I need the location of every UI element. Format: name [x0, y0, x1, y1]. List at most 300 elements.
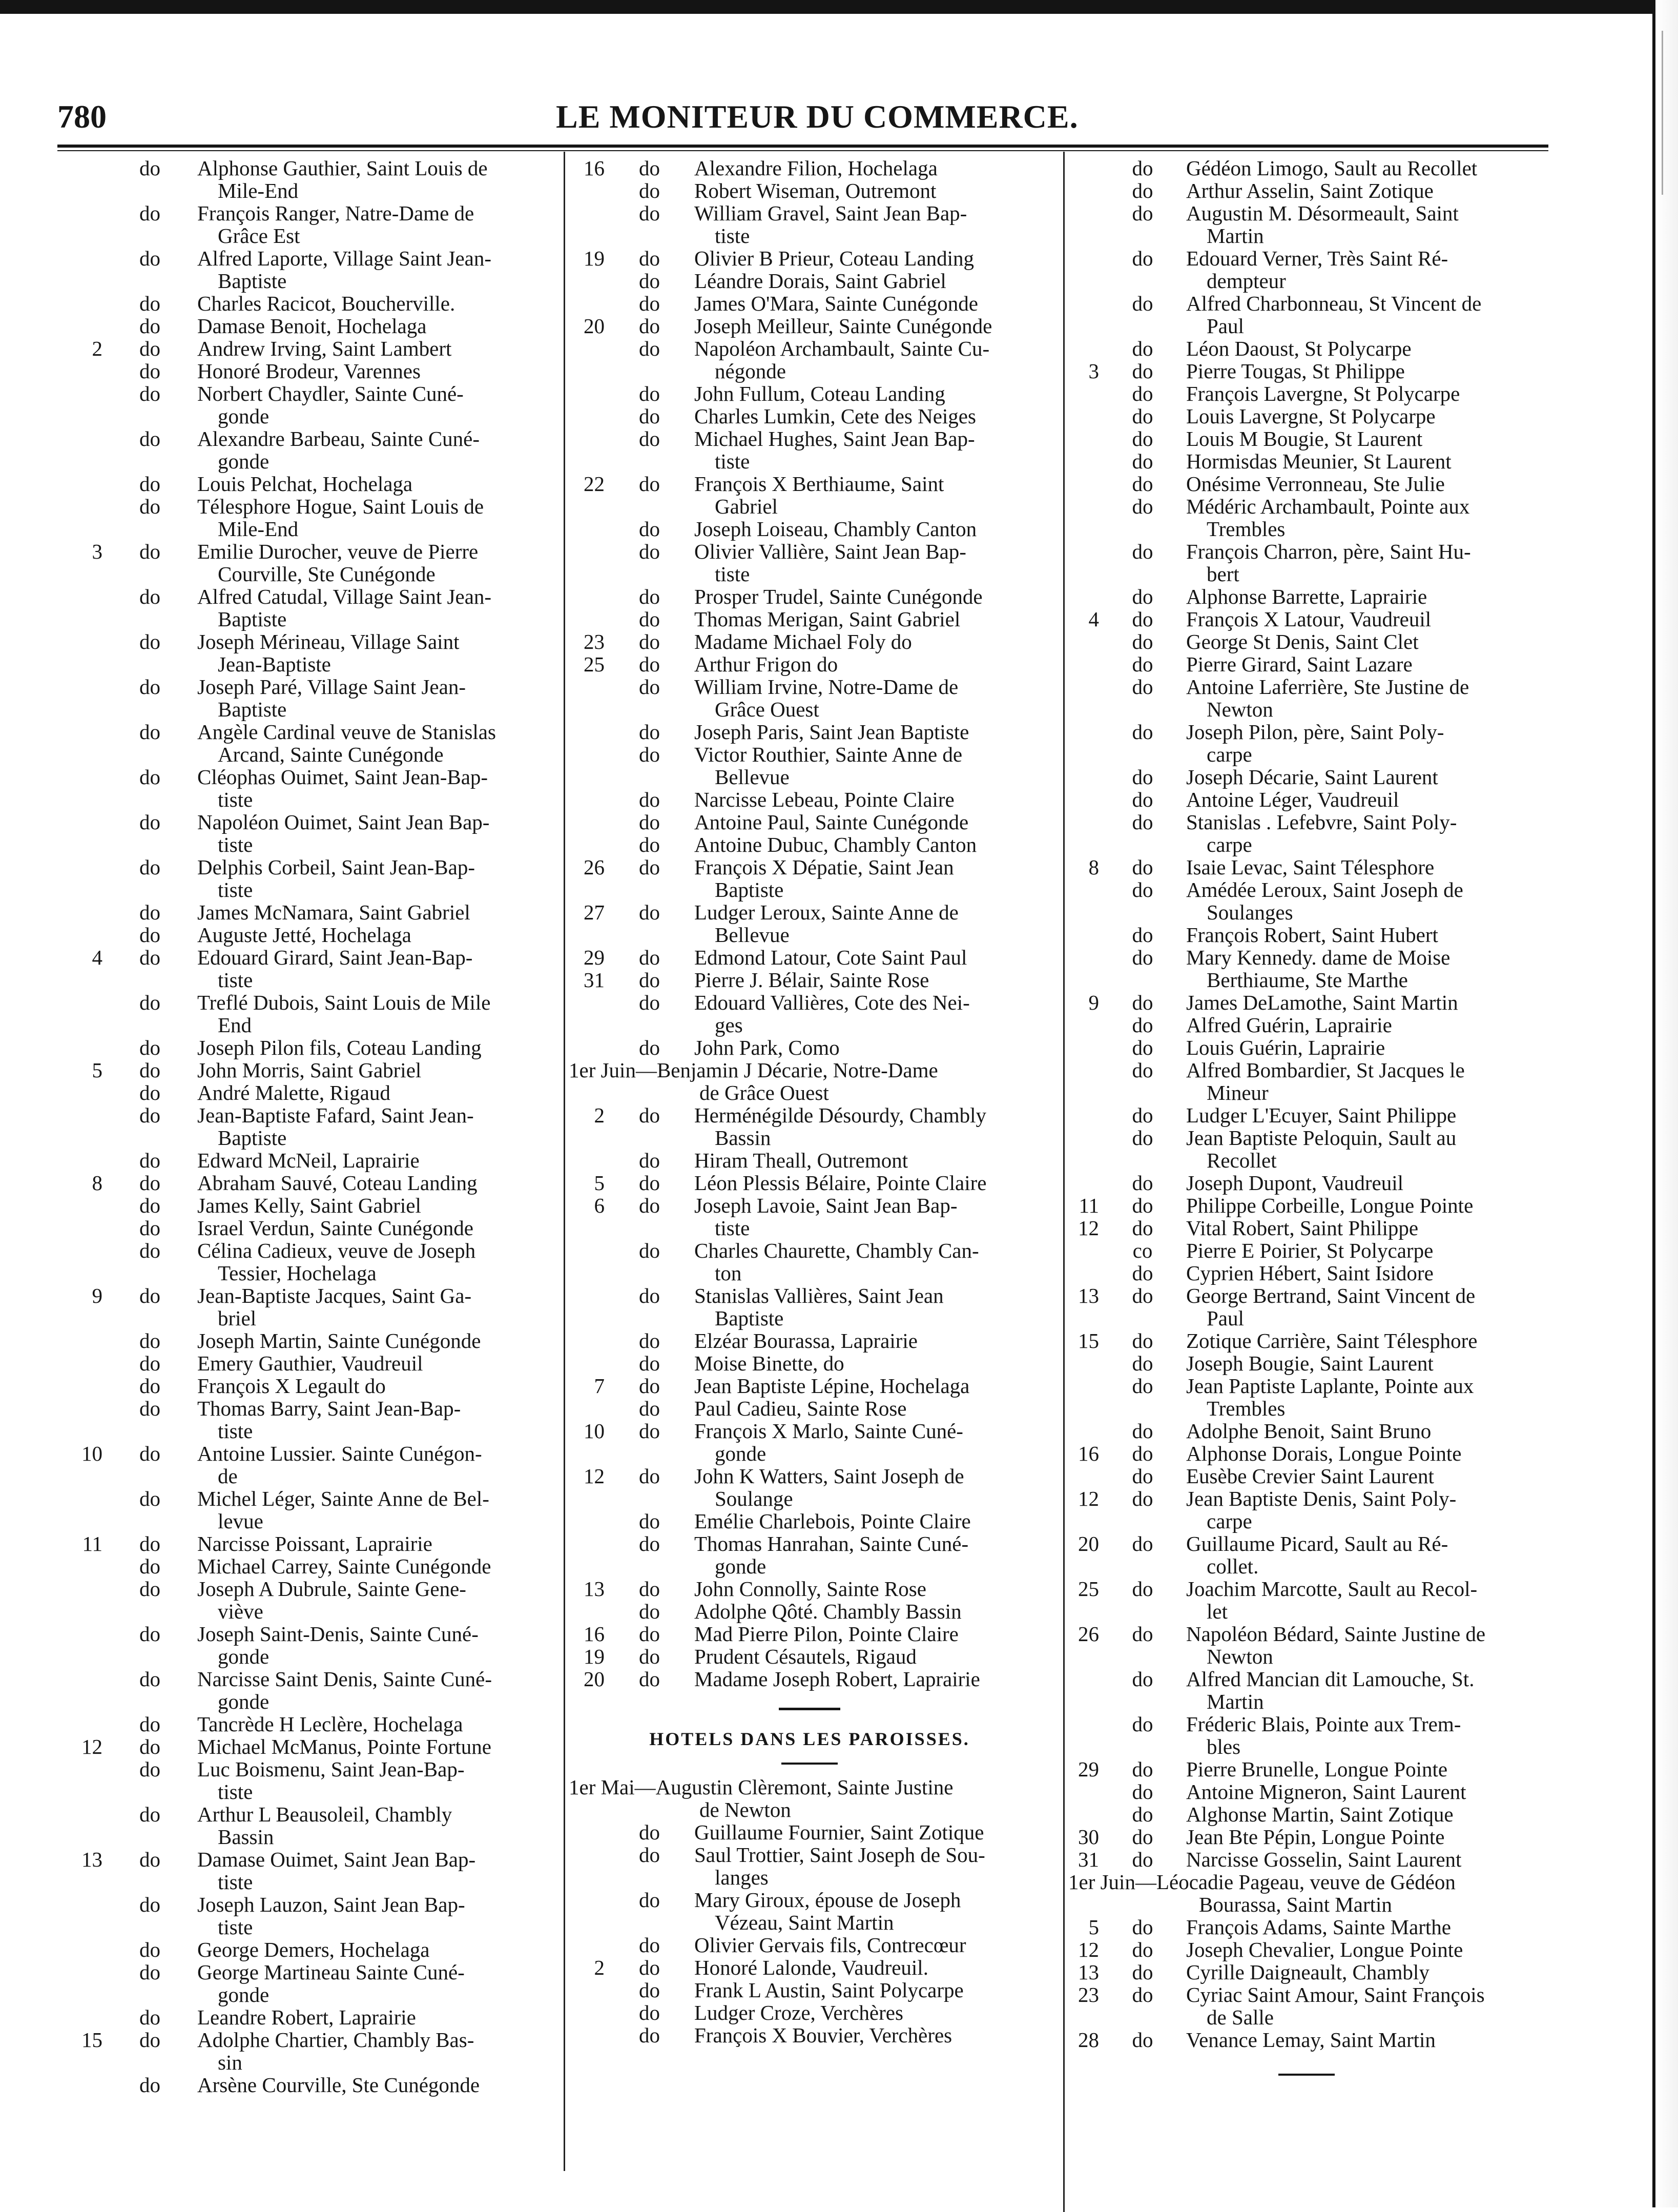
entry-ditto: do: [639, 2001, 660, 2024]
register-entry: [569, 1934, 1050, 1956]
entry-name: [694, 1623, 1050, 1645]
entry-name-continuation: levue: [218, 1509, 263, 1533]
entry-name-line: Madame Michael Foly do: [694, 630, 912, 653]
entry-name-line: Charles Racicot, Boucherville.: [197, 292, 455, 315]
entry-name: [197, 1961, 564, 2006]
entry-name: [694, 1578, 1050, 1600]
entry-ditto: do: [1132, 855, 1153, 879]
entry-date: 13: [81, 1848, 102, 1871]
entry-name: [197, 1217, 564, 1239]
entry-ditto: do: [639, 1036, 660, 1059]
entry-name: [1186, 1487, 1545, 1532]
entry-name-line: George St Denis, Saint Clet: [1186, 630, 1419, 653]
register-entry: [569, 608, 1050, 630]
entry-name: [197, 495, 564, 540]
register-entry: [1068, 946, 1545, 991]
register-entry: [1068, 1983, 1545, 2029]
register-entry: [569, 788, 1050, 811]
entry-name-line: Philippe Corbeille, Longue Pointe: [1186, 1194, 1474, 1217]
register-entry: [569, 157, 1050, 179]
entry-name-continuation: tiste: [715, 562, 750, 586]
entry-name: [197, 1578, 564, 1623]
entry-date: 12: [1078, 1487, 1099, 1510]
entry-date: 4: [92, 946, 102, 969]
entry-ditto: do: [139, 1938, 160, 1961]
register-entry: [1068, 292, 1545, 337]
entry-name-line: Antoine Paul, Sainte Cunégonde: [694, 810, 969, 834]
entry-name-continuation: Bourassa, Saint Martin: [1199, 1893, 1392, 1916]
entry-date: 12: [1078, 1938, 1099, 1961]
entry-name-line: John Park, Como: [694, 1036, 840, 1059]
entry-name-continuation: tiste: [218, 878, 253, 902]
entry-name-line: Zotique Carrière, Saint Télesphore: [1186, 1329, 1478, 1353]
entry-ditto: do: [1132, 156, 1153, 180]
entry-name-continuation: Baptiste: [715, 878, 784, 902]
entry-name-line: Edouard Vallières, Cote des Nei-: [694, 991, 970, 1014]
entry-name-continuation: gonde: [715, 1442, 767, 1465]
entry-ditto: do: [639, 743, 660, 766]
entry-name: [1186, 1916, 1545, 1938]
entry-name: [1186, 1668, 1545, 1713]
register-entry: [61, 630, 564, 675]
entry-name: [197, 1487, 564, 1532]
entry-name: [1186, 1375, 1545, 1420]
entry-name: [197, 1848, 564, 1893]
entry-ditto: do: [639, 427, 660, 450]
entry-name: [1186, 1194, 1545, 1217]
entry-date: 30: [1078, 1825, 1099, 1849]
entry-name: [1186, 382, 1545, 405]
entry-ditto: do: [1132, 382, 1153, 405]
entry-ditto: do: [139, 765, 160, 789]
entry-ditto: do: [1132, 1780, 1153, 1804]
entry-ditto: do: [139, 201, 160, 225]
register-entry: [569, 1844, 1050, 1889]
register-entry: [569, 743, 1050, 788]
entry-name-line: Charles Chaurette, Chambly Can-: [694, 1239, 979, 1262]
entry-date: 9: [92, 1284, 102, 1307]
register-entry: [61, 675, 564, 721]
entry-date: 5: [594, 1171, 605, 1195]
entry-name-line: Narcisse Lebeau, Pointe Claire: [694, 788, 955, 811]
entry-name-line: Narcisse Gosselin, Saint Laurent: [1186, 1848, 1462, 1871]
entry-name-line: Mary Kennedy. dame de Moise: [1186, 946, 1451, 969]
entry-ditto: do: [639, 337, 660, 360]
register-entry: [1068, 247, 1545, 292]
entry-date: 11: [82, 1532, 102, 1555]
entry-ditto: do: [639, 1284, 660, 1307]
entry-ditto: do: [639, 788, 660, 811]
register-entry: [569, 473, 1050, 518]
entry-name: [197, 1397, 564, 1442]
entry-name: [694, 1465, 1050, 1510]
register-entry: [569, 1352, 1050, 1375]
entry-name: [1186, 427, 1545, 450]
register-entry: [61, 1397, 564, 1442]
entry-ditto: do: [1132, 652, 1153, 676]
entry-name: [197, 427, 564, 473]
entry-name: [1186, 946, 1545, 991]
entry-name-continuation: tiste: [218, 1915, 253, 1939]
register-entry: [569, 540, 1050, 585]
entry-date: 15: [81, 2028, 102, 2052]
entry-name: [1186, 856, 1545, 878]
entry-name-continuation: Newton: [1207, 1645, 1273, 1668]
entry-name-line: Joseph Paris, Saint Jean Baptiste: [694, 720, 969, 744]
entry-ditto: do: [1132, 292, 1153, 315]
entry-ditto: do: [1132, 1848, 1153, 1871]
entry-date: 23: [584, 630, 605, 653]
register-entry: [61, 382, 564, 427]
entry-date: 28: [1078, 2028, 1099, 2052]
register-entry: [61, 1848, 564, 1893]
entry-name-continuation: tiste: [218, 968, 253, 992]
register-entry: [61, 540, 564, 585]
register-entry: [61, 856, 564, 901]
register-entry: [1068, 1758, 1545, 1780]
register-entry: [1068, 1871, 1545, 1916]
entry-ditto: do: [1132, 788, 1153, 811]
entry-ditto: do: [139, 540, 160, 563]
entry-name: [197, 901, 564, 924]
entry-name-continuation: dempteur: [1207, 269, 1286, 293]
entry-name-continuation: gonde: [218, 449, 270, 473]
register-entry: [569, 292, 1050, 315]
entry-ditto: do: [639, 607, 660, 631]
register-entry: [569, 1420, 1050, 1465]
entry-name: [694, 788, 1050, 811]
entry-ditto: do: [639, 900, 660, 924]
entry-ditto: do: [1132, 630, 1153, 653]
entry-ditto: do: [1132, 1938, 1153, 1961]
entry-name-continuation: Baptiste: [218, 698, 287, 721]
register-entry: [569, 1194, 1050, 1239]
register-entry: [569, 1510, 1050, 1532]
entry-name-line: Antoine Léger, Vaudreuil: [1186, 788, 1399, 811]
entry-name-continuation: End: [218, 1013, 252, 1037]
entry-name: [1186, 450, 1545, 473]
entry-name: [197, 1938, 564, 1961]
entry-name-line: Stanislas Vallières, Saint Jean: [694, 1284, 944, 1307]
register-entry: [1068, 427, 1545, 450]
entry-name-line: Pierre Brunelle, Longue Pointe: [1186, 1757, 1448, 1781]
entry-name-line: Adolphe Qôté. Chambly Bassin: [694, 1600, 962, 1623]
register-entry: [1068, 1217, 1545, 1239]
entry-ditto: do: [139, 156, 160, 180]
entry-name-continuation: de Grâce Ouest: [699, 1081, 829, 1104]
register-entry: [569, 1329, 1050, 1352]
entry-ditto: do: [1132, 1577, 1153, 1601]
register-entry: [61, 337, 564, 360]
entry-name-line: Napoléon Bédard, Sainte Justine de: [1186, 1622, 1486, 1646]
register-entry: [1068, 1194, 1545, 1217]
entry-name: [1186, 1803, 1545, 1826]
header-rule: [57, 145, 1548, 148]
entry-name-line: Antoine Dubuc, Chambly Canton: [694, 833, 977, 856]
register-entry: [1068, 653, 1545, 675]
entry-ditto: do: [1132, 540, 1153, 563]
register-entry: [1068, 1916, 1545, 1938]
entry-ditto: do: [639, 1419, 660, 1443]
entry-ditto: do: [139, 1103, 160, 1127]
entry-name-line: Israel Verdun, Sainte Cunégonde: [197, 1216, 473, 1240]
register-entry: [569, 969, 1050, 991]
entry-ditto: do: [1132, 878, 1153, 902]
entry-name: [694, 1532, 1050, 1578]
entry-name: [197, 292, 564, 315]
entry-name-line: Jean Bte Pépin, Longue Pointe: [1186, 1825, 1445, 1849]
entry-name: [197, 1713, 564, 1735]
entry-name-line: François Charron, père, Saint Hu-: [1186, 540, 1471, 563]
entry-name: [197, 337, 564, 360]
register-entry: [569, 585, 1050, 608]
entry-ditto: do: [1132, 1825, 1153, 1849]
entry-ditto: do: [639, 1978, 660, 2002]
entry-name: [694, 337, 1050, 382]
entry-name-line: Pierre E Poirier, St Polycarpe: [1186, 1239, 1434, 1262]
entry-name-line: Jean Baptiste Lépine, Hochelaga: [694, 1374, 970, 1398]
entry-name-line: John Connolly, Sainte Rose: [694, 1577, 926, 1601]
register-entry: [1068, 675, 1545, 721]
entry-name: [694, 2001, 1050, 2024]
entry-ditto: do: [639, 201, 660, 225]
entry-name: [1186, 292, 1545, 337]
column-2: [569, 157, 1050, 2046]
entry-name-line: Emélie Charlebois, Pointe Claire: [694, 1509, 971, 1533]
entry-name-line: Napoléon Ouimet, Saint Jean Bap-: [197, 810, 490, 834]
entry-ditto: do: [639, 1329, 660, 1353]
entry-name: [694, 991, 1050, 1036]
entry-name-line: Frank L Austin, Saint Polycarpe: [694, 1978, 964, 2002]
register-entry: [61, 1578, 564, 1623]
entry-name-line: Michael Carrey, Sainte Cunégonde: [197, 1554, 491, 1578]
entry-name: [197, 1104, 564, 1149]
entry-name-continuation: Baptiste: [218, 269, 287, 293]
entry-date: 16: [584, 156, 605, 180]
entry-name-continuation: collet.: [1207, 1554, 1259, 1578]
register-entry: [1068, 1713, 1545, 1758]
entry-name: [1186, 1938, 1545, 1961]
entry-name: [197, 1059, 564, 1081]
register-entry: [61, 2074, 564, 2096]
entry-ditto: do: [639, 855, 660, 879]
entry-name-line: Joseph A Dubrule, Sainte Gene-: [197, 1577, 466, 1601]
entry-name-continuation: Jean-Baptiste: [218, 652, 331, 676]
entry-ditto: do: [139, 1081, 160, 1104]
entry-ditto: do: [1132, 337, 1153, 360]
register-entry: [569, 721, 1050, 743]
register-entry: [569, 337, 1050, 382]
entry-name-continuation: de Salle: [1207, 2005, 1274, 2029]
register-entry: [569, 2001, 1050, 2024]
entry-ditto: do: [1132, 607, 1153, 631]
entry-ditto: do: [639, 472, 660, 496]
entry-name-line: Emery Gauthier, Vaudreuil: [197, 1351, 423, 1375]
entry-ditto: do: [639, 1149, 660, 1172]
register-entry: [569, 675, 1050, 721]
entry-name: [197, 473, 564, 495]
entry-name: [694, 1979, 1050, 2001]
register-entry: [61, 1938, 564, 1961]
entry-name-continuation: carpe: [1207, 743, 1252, 766]
register-entry: [1068, 630, 1545, 653]
register-entry: [61, 247, 564, 292]
register-entry: [1068, 1104, 1545, 1127]
register-entry: [1068, 1623, 1545, 1668]
entry-name-line: Gédéon Limogo, Sault au Recollet: [1186, 156, 1478, 180]
entry-ditto: do: [139, 923, 160, 947]
entry-name: [1186, 179, 1545, 202]
entry-name-continuation: Baptiste: [218, 607, 287, 631]
entry-name-line: François X Berthiaume, Saint: [694, 472, 944, 496]
register-entry: [61, 1487, 564, 1532]
entry-name: [1186, 1036, 1545, 1059]
entry-name-line: Alphonse Gauthier, Saint Louis de: [197, 156, 488, 180]
register-entry: [61, 157, 564, 202]
entry-ditto: do: [639, 675, 660, 699]
entry-ditto: do: [139, 720, 160, 744]
entry-name-continuation: Newton: [1207, 698, 1273, 721]
register-entry: [61, 1713, 564, 1735]
entry-name-line: Treflé Dubois, Saint Louis de Mile: [197, 991, 491, 1014]
entry-name: [1186, 1848, 1545, 1871]
register-entry: [1068, 450, 1545, 473]
entry-ditto: do: [139, 1577, 160, 1601]
register-entry: [61, 1149, 564, 1172]
register-entry: [1068, 608, 1545, 630]
entry-date: 5: [1088, 1915, 1099, 1939]
entry-ditto: do: [139, 855, 160, 879]
entry-name-line: Charles Lumkin, Cete des Neiges: [694, 404, 976, 428]
register-entry: [61, 495, 564, 540]
register-entry: [569, 1149, 1050, 1172]
entry-ditto: do: [639, 833, 660, 856]
register-entry: [569, 382, 1050, 405]
register-entry: [569, 653, 1050, 675]
entry-name: [1186, 924, 1545, 946]
entry-ditto: do: [1132, 1915, 1153, 1939]
entry-ditto: do: [139, 1712, 160, 1736]
entry-name: [694, 585, 1050, 608]
entry-date: 29: [584, 946, 605, 969]
entry-name: [694, 1510, 1050, 1532]
entry-name-continuation: gonde: [715, 1554, 767, 1578]
register-entry: [569, 1578, 1050, 1600]
entry-name-line: Alfred Guérin, Laprairie: [1186, 1013, 1392, 1037]
entry-name: [197, 360, 564, 382]
entry-name-line: Ludger Croze, Verchères: [694, 2001, 903, 2024]
entry-name: [694, 1149, 1050, 1172]
header-rule-thin: [57, 150, 1548, 151]
entry-date: 25: [1078, 1577, 1099, 1601]
entry-date: 20: [584, 314, 605, 338]
entry-date: 4: [1088, 607, 1099, 631]
entry-name-line: John Fullum, Coteau Landing: [694, 382, 945, 405]
entry-ditto: do: [1132, 495, 1153, 518]
entry-name-line: Joseph Lauzon, Saint Jean Bap-: [197, 1893, 465, 1916]
entry-name: [1186, 1127, 1545, 1172]
entry-name: [694, 1645, 1050, 1668]
entry-name-line: Edouard Verner, Très Saint Ré-: [1186, 247, 1448, 270]
entry-ditto: do: [139, 292, 160, 315]
entry-name-line: Joseph Lavoie, Saint Jean Bap-: [694, 1194, 958, 1217]
entry-date: 29: [1078, 1757, 1099, 1781]
entry-name: [694, 179, 1050, 202]
entry-name-line: Alphonse Dorais, Longue Pointe: [1186, 1442, 1462, 1465]
entry-name-line: François X Bouvier, Verchères: [694, 2023, 952, 2047]
register-entry: [61, 360, 564, 382]
register-entry: [61, 1329, 564, 1352]
entry-name: [197, 1239, 564, 1284]
entry-name-line: Victor Routhier, Sainte Anne de: [694, 743, 963, 766]
register-entry: [569, 811, 1050, 833]
entry-ditto: do: [139, 1803, 160, 1826]
entry-ditto: do: [1132, 1216, 1153, 1240]
entry-date: 10: [81, 1442, 102, 1465]
entry-name: [1186, 1262, 1545, 1284]
entry-name-line: Louis Lavergne, St Polycarpe: [1186, 404, 1436, 428]
entry-ditto: do: [1132, 1622, 1153, 1646]
register-entry: [61, 721, 564, 766]
entry-name-line: Jean Baptiste Peloquin, Sault au: [1186, 1126, 1457, 1150]
entry-ditto: do: [639, 247, 660, 270]
entry-name: [1186, 1623, 1545, 1668]
entry-ditto: do: [139, 1960, 160, 1984]
entry-ditto: do: [139, 1284, 160, 1307]
register-entry: [1068, 179, 1545, 202]
entry-name-line: Olivier Vallière, Saint Jean Bap-: [694, 540, 966, 563]
entry-name: [1186, 788, 1545, 811]
entry-ditto: do: [639, 1622, 660, 1646]
entry-name-line: Honoré Lalonde, Vaudreuil.: [694, 1956, 928, 1979]
entry-ditto: do: [639, 2023, 660, 2047]
register-entry: [1068, 721, 1545, 766]
entry-name: [694, 630, 1050, 653]
entry-name-line: Damase Benoit, Hochelaga: [197, 314, 427, 338]
entry-name-line: Alfred Mancian dit Lamouche, St.: [1186, 1667, 1475, 1691]
register-entry: [61, 1735, 564, 1758]
entry-ditto: do: [639, 1600, 660, 1623]
entry-name-line: William Gravel, Saint Jean Bap-: [694, 201, 967, 225]
entry-name-line: Isaie Levac, Saint Télesphore: [1186, 855, 1435, 879]
entry-name-line: François X Marlo, Sainte Cuné-: [694, 1419, 963, 1443]
register-entry: [569, 1889, 1050, 1934]
entry-name: [1186, 247, 1545, 292]
entry-name: [1186, 473, 1545, 495]
entry-ditto: do: [139, 1893, 160, 1916]
register-entry: [569, 1979, 1050, 2001]
entry-ditto: do: [639, 269, 660, 293]
entry-name: [197, 1172, 564, 1194]
section-heading: HOTELS DANS LES PAROISSES.: [649, 1729, 970, 1749]
entry-name: [197, 1803, 564, 1848]
entry-name-continuation: carpe: [1207, 1509, 1252, 1533]
register-entry: [1068, 1352, 1545, 1375]
entry-name: [1186, 1239, 1545, 1262]
entry-ditto: do: [1132, 720, 1153, 744]
register-entry: [569, 1956, 1050, 1979]
register-entry: [61, 2006, 564, 2029]
entry-name: [694, 1934, 1050, 1956]
entry-name-continuation: gonde: [218, 404, 270, 428]
entry-ditto: do: [139, 630, 160, 653]
entry-ditto: do: [139, 1532, 160, 1555]
entry-date: 26: [1078, 1622, 1099, 1646]
register-entry: [569, 946, 1050, 969]
register-entry: [569, 1645, 1050, 1668]
entry-name-line: Honoré Brodeur, Varennes: [197, 359, 421, 383]
entry-name-line: Thomas Merigan, Saint Gabriel: [694, 607, 961, 631]
